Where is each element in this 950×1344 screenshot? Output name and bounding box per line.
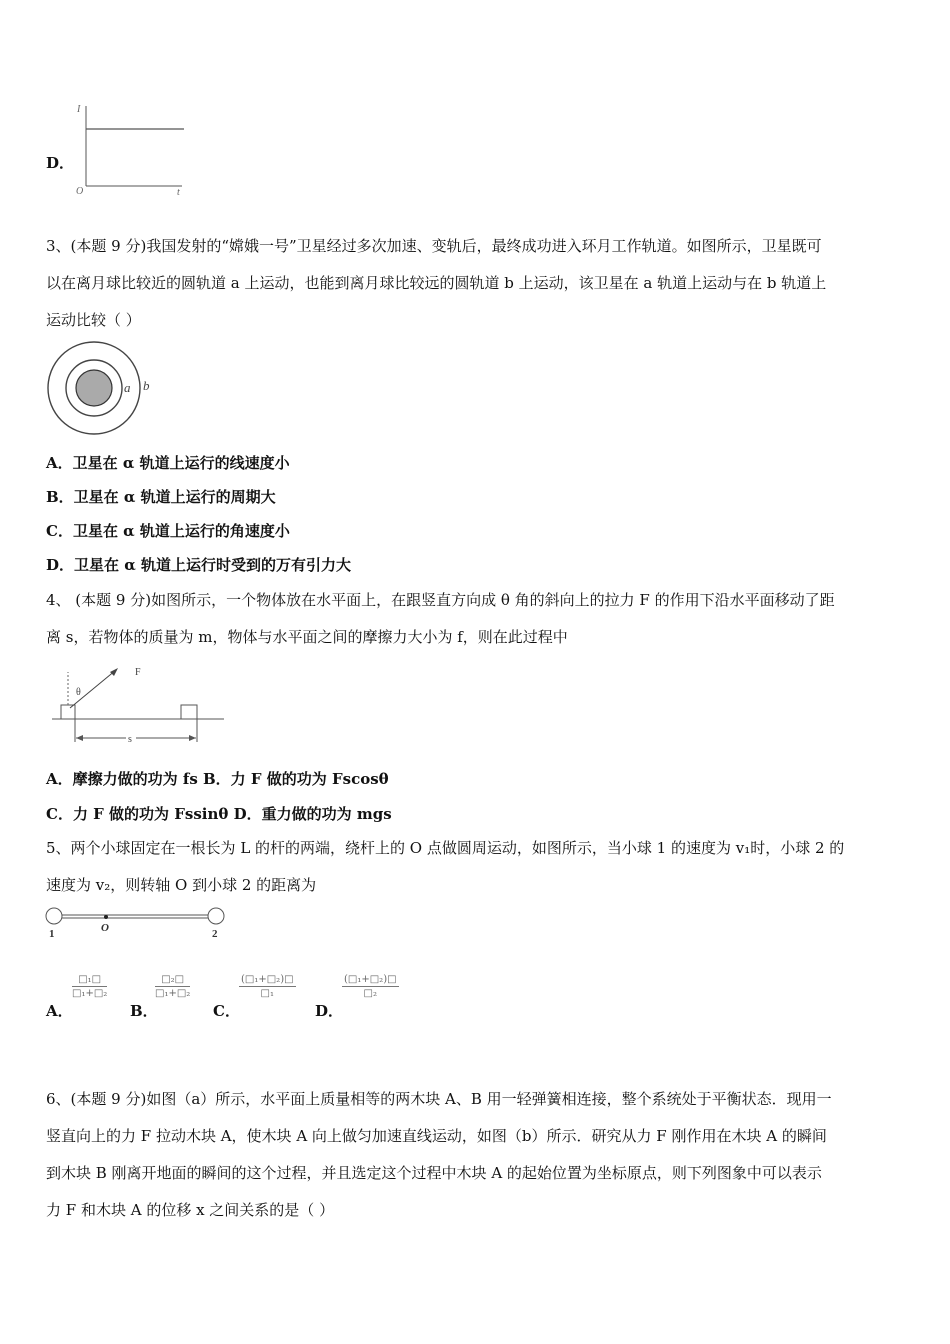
q5-option-d-numerator: (□₁+□₂)□ bbox=[344, 974, 397, 985]
q5-option-b-label: B． bbox=[130, 1002, 158, 1020]
q6-stem-line2: 竖直向上的力 F 拉动木块 A，使木块 A 向上做匀加速直线运动，如图（b）所示．研究从力 F 刚作用在木块 A 的瞬间 bbox=[46, 1127, 827, 1145]
q5-stem-line1: 5、两个小球固定在一根长为 L 的杆的两端，绕杆上的 O 点做圆周运动，如图所示，当小球 1 的速度为 v₁时，小球 2 的 bbox=[46, 839, 845, 857]
q5-option-a-numerator: □₁□ bbox=[72, 974, 107, 987]
q5-option-b-denominator: □₁+□₂ bbox=[155, 988, 191, 999]
q4-stem-line1: 4、 (本题 9 分)如图所示，一个物体放在水平面上，在跟竖直方向成 θ 角的斜向上的拉力 F 的作用下沿水平面移动了距 bbox=[46, 591, 835, 609]
q3-option-a: A．卫星在 α 轨道上运行的线速度小 bbox=[46, 454, 290, 472]
q4-angle-label: θ bbox=[76, 687, 81, 698]
q5-option-a-denominator: □₁+□₂ bbox=[72, 988, 108, 999]
q5-ball1-label: 1 bbox=[49, 928, 55, 940]
q5-option-d-fraction bbox=[342, 974, 399, 999]
q3-orbit-figure bbox=[44, 340, 164, 436]
q5-pivot-label: O bbox=[101, 922, 109, 934]
q2-option-d-graph bbox=[70, 98, 190, 198]
q5-ball2-label: 2 bbox=[212, 928, 218, 940]
q3-stem-line2: 以在离月球比较近的圆轨道 a 上运动，也能到离月球比较远的圆轨道 b 上运动，该卫星在 a 轨道上运动与在 b 轨道上 bbox=[46, 274, 827, 292]
q6-stem-line4: 力 F 和木块 A 的位移 x 之间关系的是（ ） bbox=[46, 1201, 335, 1219]
q4-distance-label: s bbox=[128, 734, 132, 745]
q2-graph-origin-label: O bbox=[76, 186, 84, 197]
q5-option-c-fraction bbox=[239, 974, 296, 999]
q4-stem-line2: 离 s，若物体的质量为 m，物体与水平面之间的摩擦力大小为 f，则在此过程中 bbox=[46, 628, 568, 646]
q3-orbit-b-label: b bbox=[143, 378, 150, 393]
q6-stem-line3: 到木块 B 刚离开地面的瞬间的这个过程，并且选定这个过程中木块 A 的起始位置为坐标原点，则下列图象中可以表示 bbox=[46, 1164, 822, 1182]
q3-option-b: B．卫星在 α 轨道上运行的周期大 bbox=[46, 488, 276, 506]
q5-stem-line2: 速度为 v₂，则转轴 O 到小球 2 的距离为 bbox=[46, 876, 317, 894]
q5-option-c-denominator: □₁ bbox=[260, 988, 274, 999]
q4-force-figure bbox=[48, 660, 228, 752]
q2-option-d-label: D． bbox=[46, 154, 75, 172]
q5-option-d-label: D． bbox=[315, 1002, 344, 1020]
q3-option-c: C．卫星在 α 轨道上运行的角速度小 bbox=[46, 522, 290, 540]
q3-option-d: D．卫星在 α 轨道上运行时受到的万有引力大 bbox=[46, 556, 351, 574]
q4-force-label: F bbox=[135, 667, 141, 678]
q5-option-c-numerator: (□₁+□₂)□ bbox=[241, 974, 294, 985]
q3-stem-line1: 3、(本题 9 分)我国发射的“嫦娥一号”卫星经过多次加速、变轨后，最终成功进入环月工作轨道。如图所示，卫星既可 bbox=[46, 237, 822, 255]
q5-option-a-label: A． bbox=[46, 1002, 73, 1020]
q5-option-d-denominator: □₂ bbox=[363, 988, 377, 999]
q2-graph-y-label: I bbox=[77, 104, 81, 115]
q3-stem-line3: 运动比较（ ） bbox=[46, 311, 141, 329]
q2-graph-x-label: t bbox=[177, 187, 180, 198]
q4-options-row1: A．摩擦力做的功为 fs B．力 F 做的功为 Fscosθ bbox=[46, 770, 389, 788]
q5-rod-figure bbox=[44, 905, 234, 941]
q6-stem-line1: 6、(本题 9 分)如图（a）所示，水平面上质量相等的两木块 A、B 用一轻弹簧相连接，整个系统处于平衡状态．现用一 bbox=[46, 1090, 832, 1108]
q5-option-b-fraction bbox=[155, 974, 190, 999]
q5-option-b-numerator: □₂□ bbox=[155, 974, 190, 987]
q4-options-row2: C．力 F 做的功为 Fssinθ D．重力做的功为 mgs bbox=[46, 805, 392, 823]
q5-option-a-fraction bbox=[72, 974, 107, 999]
q3-orbit-a-label: a bbox=[124, 380, 131, 395]
q5-option-c-label: C． bbox=[213, 1002, 240, 1020]
